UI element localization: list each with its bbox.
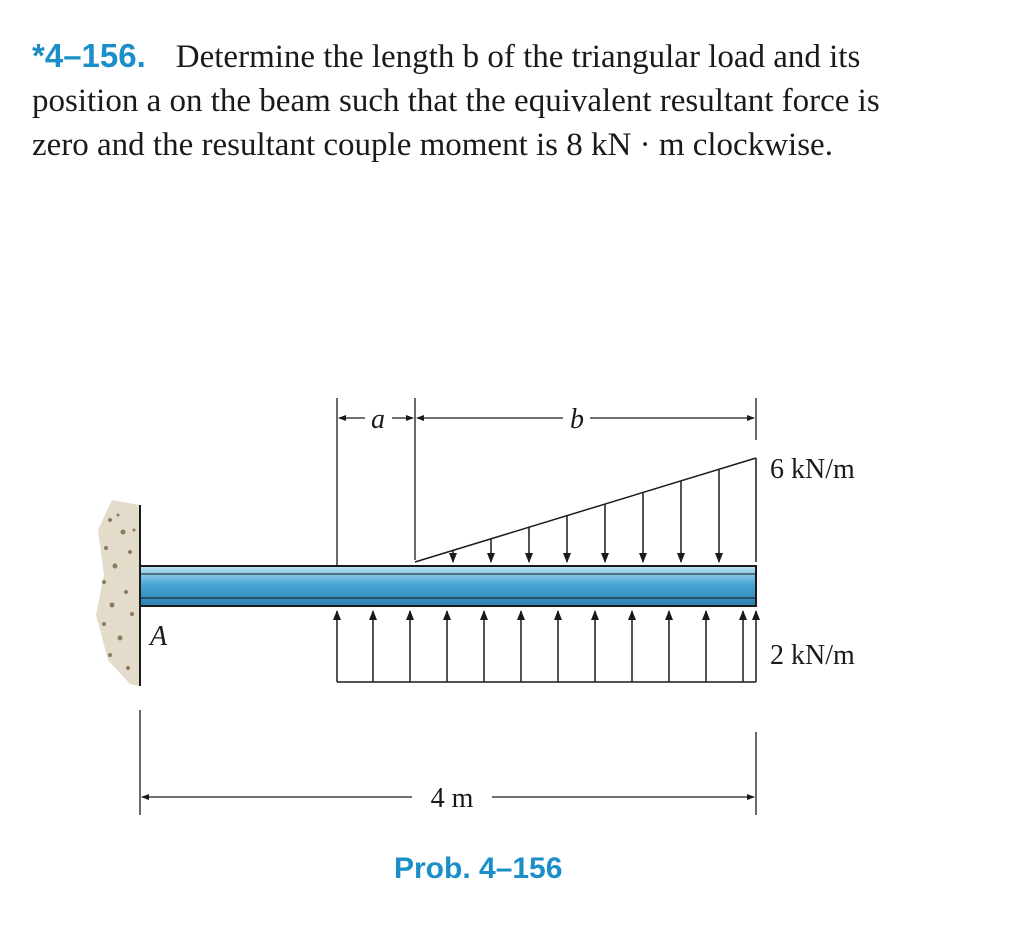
label-top-load: 6 kN/m (770, 454, 855, 485)
label-support-a: A (150, 621, 168, 652)
triangular-load (415, 458, 756, 562)
dimension-a-b (337, 398, 756, 566)
figure-caption: Prob. 4–156 (394, 852, 563, 885)
problem-text: Determine the length b of the triangular load and its position a on the beam such that the equivalent resultant force is zero and the resultant couple moment is 8 kN · m clockwise. (32, 39, 880, 163)
problem-number: *4–156. (32, 37, 146, 74)
label-a: a (371, 404, 385, 435)
wall-support (96, 500, 140, 686)
label-bottom-load: 2 kN/m (770, 640, 855, 671)
label-b: b (570, 404, 584, 435)
uniform-load (337, 611, 756, 682)
beam (140, 566, 756, 606)
label-length: 4 m (430, 783, 474, 814)
